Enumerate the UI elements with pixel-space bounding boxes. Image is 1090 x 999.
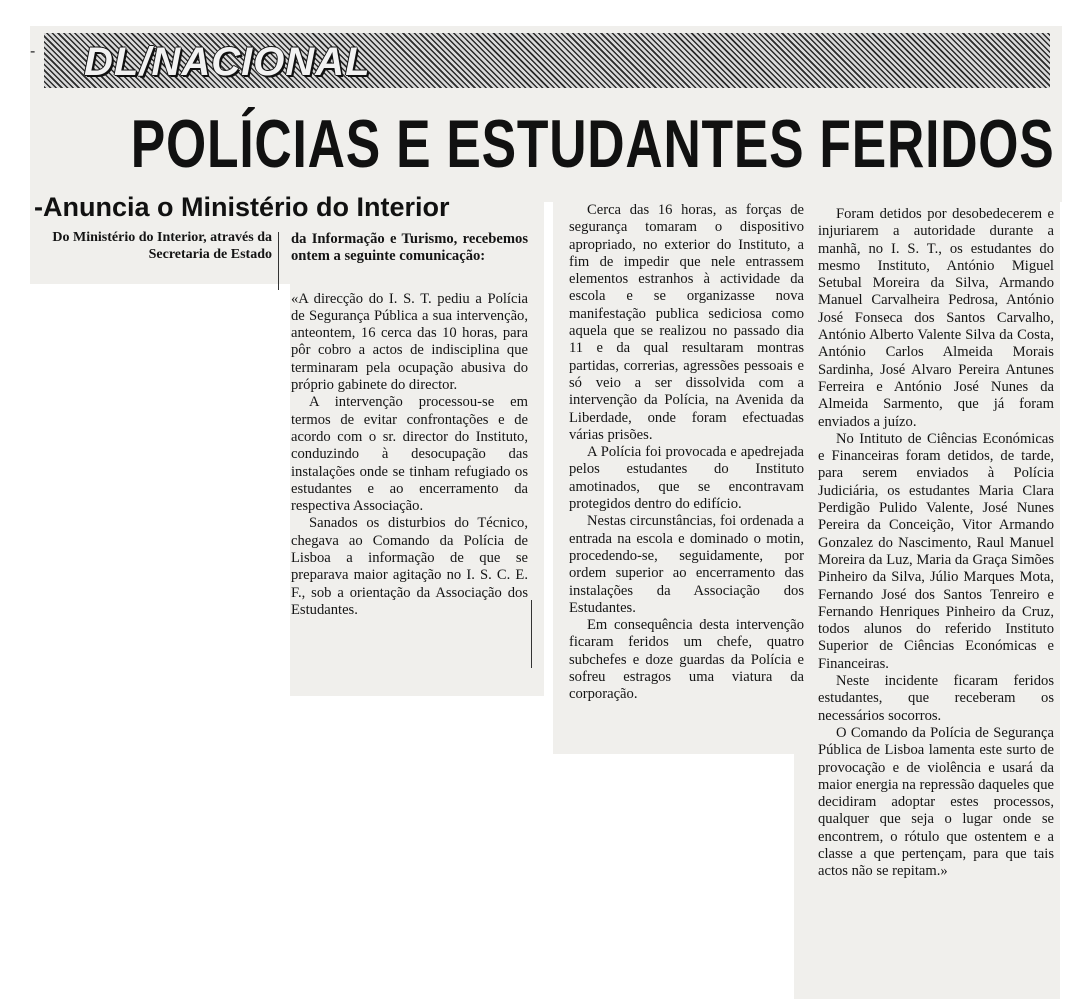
body-paragraph: Sanados os disturbios do Técnico, chegava ao Comando da Polícia de Lisboa a informação de que se preparava maior agitação no I. S. C. E. F., sob a orientação da Associação dos Estudantes. (291, 515, 528, 618)
body-paragraph: Foram detidos por desobedecerem e injuriarem a autoridade durante a manhã, no I. S. T., os estudantes do mesmo Instituto, António Miguel Setubal Moreira da Silva, Armando Manuel Carvalheira Pedrosa, António José Fonseca dos Santos Carvalho, António Alberto Valente Silva da Costa, António Carlos Almeida Morais Sardinha, José Alvaro Pereira Antunes Ferreira e António José Nunes da Almeida Sarmento, que já foram enviados a juízo. (818, 206, 1054, 430)
article-column-3 (569, 202, 804, 704)
intro-paragraph: da Informação e Turismo, recebemos ontem a seguinte comunicação: (291, 231, 528, 265)
margin-dash: - (30, 43, 36, 60)
body-paragraph: No Intituto de Ciências Económicas e Financeiras foram detidos, de tarde, para serem enviados à Polícia Judiciária, os estudantes Maria Clara Perdigão Pulido Valente, José Nunes Pereira da Conceição, Vitor Armando Gonzalez do Nascimento, Raul Manuel Moreira da Luz, Maria da Graça Simões Pinheiro da Silva, Júlio Marques Mota, Fernando José dos Santos Tenreiro e Fernando Henriques Pinheiro da Cruz, todos alunos do referido Instituto Superior de Ciências Económicas e Financeiras. (818, 430, 1054, 672)
body-paragraph: Neste incidente ficaram feridos estudantes, que receberam os necessários socorros. (818, 673, 1054, 724)
column-rule-lede (278, 232, 279, 290)
body-paragraph: O Comando da Polícia de Segurança Pública de Lisboa lamenta este surto de provocação e de violência e usará da maior energia na repressão daqueles que decidiram adoptar estes processos, qualquer que seja o lugar onde se encontrem, o rótulo que ostentem e a classe a que pertençam, para que tais actos não se repitam.» (818, 724, 1054, 880)
headline: POLÍCIAS E ESTUDANTES FERIDOS (130, 106, 1055, 182)
article-column-4 (818, 206, 1054, 881)
section-label: DL/NACIONAL (84, 40, 371, 84)
body-paragraph: «A direcção do I. S. T. pediu a Polícia de Segurança Pública a sua intervenção, anteontem, 16 cerca das 10 horas, para pôr cobro a actos de indisciplina que terminaram pela ocupação abusiva do próprio gabinete do director. (291, 290, 528, 394)
body-paragraph: Em consequência desta intervenção ficaram feridos um chefe, quatro subchefes e doze guardas da Polícia e sofreu estragos uma viatura da corporação. (569, 617, 804, 703)
lede-paragraph: Do Ministério do Interior, através da Secretaria de Estado (52, 230, 272, 262)
lede-column (34, 229, 272, 263)
body-paragraph: Cerca das 16 horas, as forças de segurança tomaram o dispositivo apropriado, no exterior do Instituto, a fim de impedir que nele entrassem elementos estranhos à actividade da escola e se organizasse nova manifestação publica sediciosa como aquela que se realizou no passado dia 11 e da qual resultaram montras partidas, correrias, agressões pessoais e só veio a ser dissolvida com a intervenção da Polícia, na Avenida da Liberdade, onde foram efectuadas várias prisões. (569, 202, 804, 443)
body-paragraph: A intervenção processou-se em termos de evitar confrontações e de acordo com o sr. director do Instituto, conduzindo à desocupação das instalações onde se tinham refugiado os estudantes e ao encerramento da respectiva Associação. (291, 394, 528, 515)
subheadline: -Anuncia o Ministério do Interior (34, 192, 450, 222)
body-paragraph: A Polícia foi provocada e apedrejada pelos estudantes do Instituto amotinados, que se encontravam protegidos dentro do edifício. (569, 444, 804, 513)
article-column-2 (291, 231, 528, 619)
body-paragraph: Nestas circunstâncias, foi ordenada a entrada na escola e dominado o motin, procedendo-se, seguidamente, por ordem superior ao encerramento das instalações da Associação dos Estudantes. (569, 513, 804, 616)
column-rule-col2 (531, 600, 532, 668)
